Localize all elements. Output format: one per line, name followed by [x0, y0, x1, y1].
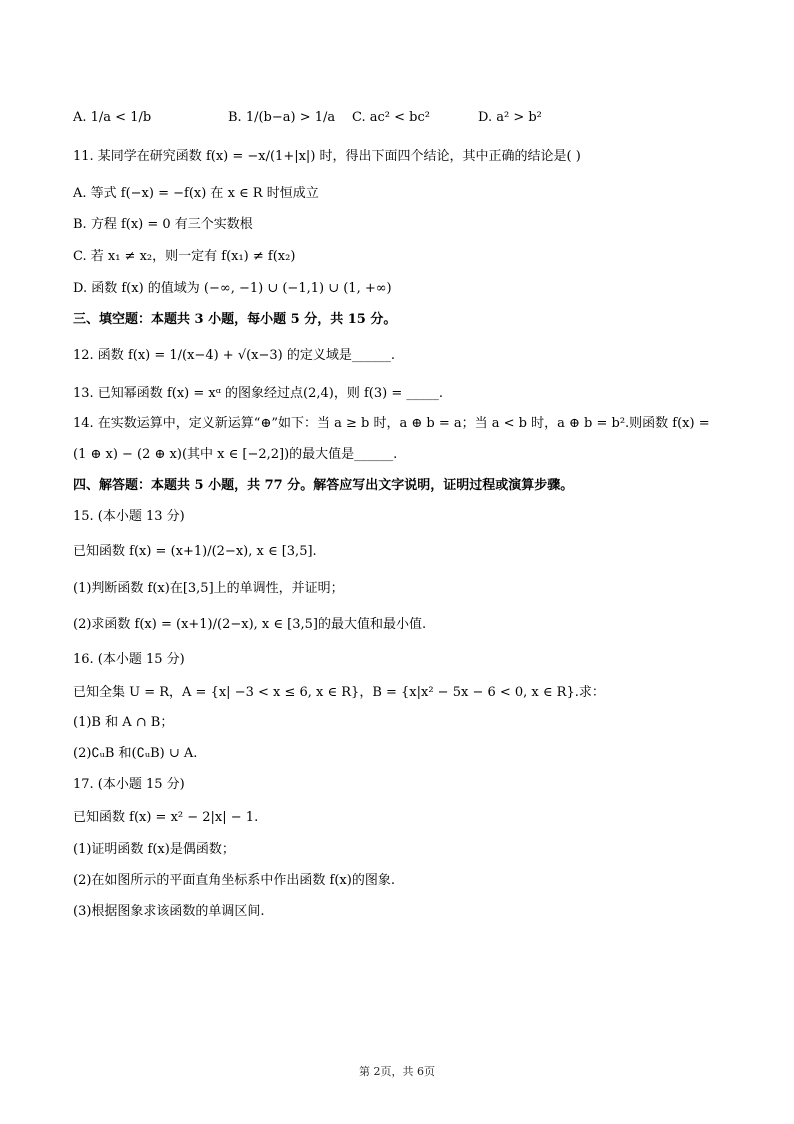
question-16-stem: 已知全集 U = R，A = {x| −3 < x ≤ 6, x ∈ R}，B = {x|x² − 5x − 6 < 0, x ∈ R}.求：	[73, 685, 605, 700]
option-d: D. a² > b²	[478, 110, 542, 125]
section-four-heading: 四、解答题：本题共 5 小题，共 77 分。解答应写出文字说明，证明过程或演算步骤。	[73, 478, 574, 493]
section-three-heading: 三、填空题：本题共 3 小题，每小题 5 分，共 15 分。	[73, 312, 397, 327]
question-11: 11. 某同学在研究函数 f(x) = −x/(1+|x|) 时，得出下面四个结论，其中正确的结论是( )	[73, 149, 581, 164]
question-12: 12. 函数 f(x) = 1/(x−4) + √(x−3) 的定义域是______.	[73, 348, 396, 363]
question-15-stem: 已知函数 f(x) = (x+1)/(2−x), x ∈ [3,5].	[73, 544, 317, 559]
option-c: C. ac² < bc²	[352, 110, 430, 125]
question-13: 13. 已知幂函数 f(x) = xᵅ 的图象经过点(2,4)，则 f(3) = _____.	[73, 386, 444, 401]
question-17-part-3: (3)根据图象求该函数的单调区间.	[73, 904, 265, 919]
question-16-part-1: (1)B 和 A ∩ B；	[73, 715, 174, 730]
question-14-line-1: 14. 在实数运算中，定义新运算“⊕”如下：当 a ≥ b 时，a ⊕ b = a；当 a < b 时，a ⊕ b = b².则函数 f(x) =	[73, 416, 710, 431]
question-15-part-2: (2)求函数 f(x) = (x+1)/(2−x), x ∈ [3,5]的最大值和最小值.	[73, 617, 427, 632]
question-17-header: 17. (本小题 15 分)	[73, 777, 185, 792]
question-15-header: 15. (本小题 13 分)	[73, 509, 185, 524]
question-15-part-1: (1)判断函数 f(x)在[3,5]上的单调性，并证明；	[73, 581, 344, 596]
page-footer: 第 2页，共 6页	[359, 1065, 435, 1078]
question-17-stem: 已知函数 f(x) = x² − 2|x| − 1.	[73, 810, 259, 825]
q11-option-a: A. 等式 f(−x) = −f(x) 在 x ∈ R 时恒成立	[73, 186, 319, 201]
question-17-part-2: (2)在如图所示的平面直角坐标系中作出函数 f(x)的图象.	[73, 873, 395, 888]
question-14-line-2: (1 ⊕ x) − (2 ⊕ x)(其中 x ∈ [−2,2])的最大值是______.	[73, 447, 398, 462]
question-16-header: 16. (本小题 15 分)	[73, 652, 185, 667]
question-16-part-2: (2)∁ᵤB 和(∁ᵤB) ∪ A.	[73, 746, 198, 761]
q11-option-d: D. 函数 f(x) 的值域为 (−∞, −1) ∪ (−1,1) ∪ (1, +∞)	[73, 281, 392, 296]
option-a: A. 1/a < 1/b	[73, 110, 152, 125]
option-b: B. 1/(b−a) > 1/a	[228, 110, 336, 125]
q11-option-c: C. 若 x₁ ≠ x₂，则一定有 f(x₁) ≠ f(x₂)	[73, 249, 296, 264]
q11-option-b: B. 方程 f(x) = 0 有三个实数根	[73, 217, 253, 232]
question-17-part-1: (1)证明函数 f(x)是偶函数；	[73, 842, 235, 857]
